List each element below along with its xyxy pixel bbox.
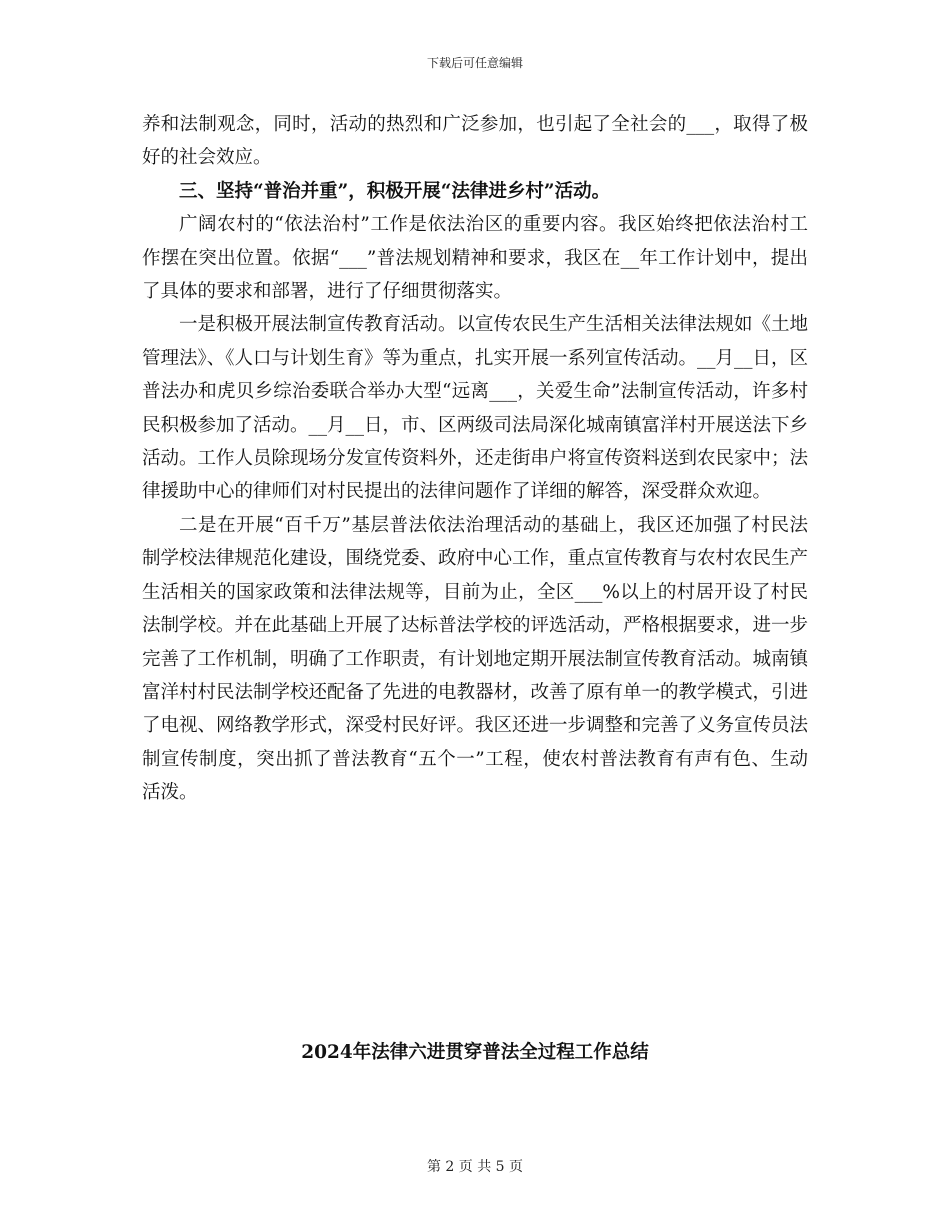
document-title: 2024年法律六进贯穿普法全过程工作总结 bbox=[301, 1042, 649, 1063]
paragraph-continued: 养和法制观念，同时，活动的热烈和广泛参加，也引起了全社会的___，取得了极好的社会效应。 bbox=[142, 114, 808, 169]
paragraph-rural-work: 广阔农村的“依法治村”工作是依法治区的重要内容。我区始终把依法治村工作摆在突出位置。依据“___”普法规划精神和要求，我区在__年工作计划中，提出了具体的要求和部署，进行了仔细贯彻落实。 bbox=[142, 214, 808, 303]
document-body bbox=[142, 108, 808, 810]
paragraph-publicity-activities: 一是积极开展法制宣传教育活动。以宣传农民生产生活相关法律法规如《土地管理法》、《人口与计划生育》等为重点，扎实开展一系列宣传活动。__月__日，区普法办和虎贝乡综治委联合举办大型“远离___，关爱生命”法制宣传活动，许多村民积极参加了活动。__月__日，市、区两级司法局深化城南镇富洋村开展送法下乡活动。工作人员除现场分发宣传资料外，还走街串户将宣传资料送到农民家中；法律援助中心的律师们对村民提出的法律问题作了详细的解答，深受群众欢迎。 bbox=[142, 314, 809, 503]
paragraph-legal-schools: 二是在开展“百千万”基层普法依法治理活动的基础上，我区还加强了村民法制学校法律规范化建设，围绕党委、政府中心工作，重点宣传教育与农村农民生产生活相关的国家政策和法律法规等，目前为止，全区___%以上的村居开设了村民法制学校。并在此基础上开展了达标普法学校的评选活动，严格根据要求，进一步完善了工作机制，明确了工作职责，有计划地定期开展法制宣传教育活动。城南镇富洋村村民法制学校还配备了先进的电教器材，改善了原有单一的教学模式，引进了电视、网络教学形式，深受村民好评。我区还进一步调整和完善了义务宣传员法制宣传制度，突出抓了普法教育“五个一”工程，使农村普法教育有声有色、生动活泼。 bbox=[142, 514, 809, 804]
page-header: 下载后可任意编辑 bbox=[426, 56, 523, 70]
section-heading: 三、坚持“普治并重”，积极开展“法律进乡村”活动。 bbox=[179, 180, 611, 202]
page-number: 第 2 页 共 5 页 bbox=[426, 1159, 524, 1175]
